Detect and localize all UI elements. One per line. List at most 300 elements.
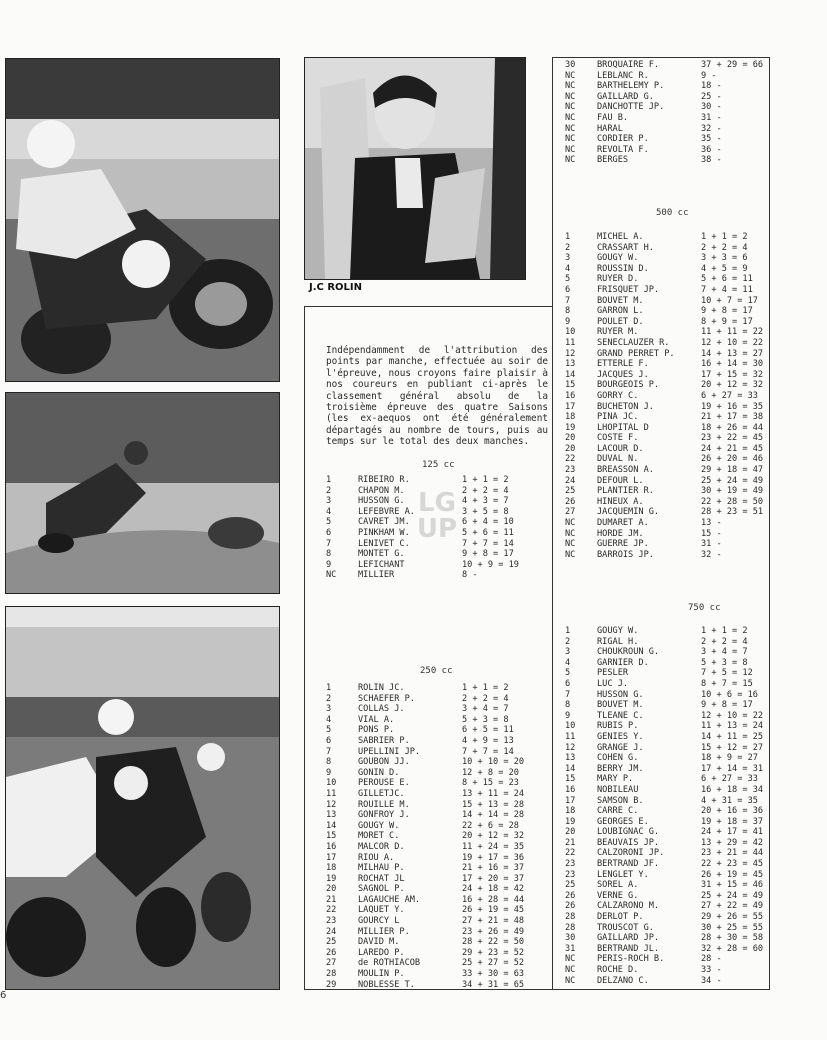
result-rider-name: GILLETJC. [358, 788, 405, 799]
result-row [565, 155, 763, 166]
result-rider-name: GAILLARD JP. [597, 933, 660, 944]
result-score: 38 - [701, 155, 722, 166]
intro-paragraph: Indépendamment de l'attribution des points par manche, effectuée au soir de l'épreuve, nous croyons faire plaisir à nos coureurs en publiant ci-après le classement général absolu de la troisième épreuve des quatre Saisons (les ex-aequos ont été généralement départagés au nombre de tours, puis au temps sur le total des deux manches. [326, 345, 548, 448]
result-rider-name: PEROUSE E. [358, 778, 410, 789]
result-position: 4 [326, 714, 332, 725]
result-row [326, 980, 524, 991]
result-row [565, 285, 763, 296]
result-rider-name: HINEUX A. [597, 496, 644, 507]
result-rider-name: BERTRAND JL. [597, 943, 660, 954]
result-rider-name: BERRY JM. [597, 763, 644, 774]
result-position: 23 [565, 869, 576, 880]
result-score: 7 + 7 = 14 [462, 746, 514, 757]
photo-riders-pack [5, 606, 280, 990]
result-score: 10 + 10 = 20 [462, 757, 525, 768]
result-score: 26 + 20 = 46 [701, 454, 764, 465]
result-rider-name: LACOUR D. [597, 443, 644, 454]
result-position: 18 [565, 412, 576, 423]
result-rider-name: MONTET G. [358, 549, 405, 560]
result-rider-name: VIAL A. [358, 714, 395, 725]
result-rider-name: SENECLAUZER R. [597, 337, 670, 348]
result-row [565, 264, 763, 275]
result-row [326, 905, 524, 916]
result-score: 31 - [701, 539, 722, 550]
result-position: 30 [565, 933, 576, 944]
result-row [565, 721, 763, 732]
result-rider-name: GEORGES E. [597, 816, 649, 827]
result-position: 3 [565, 647, 571, 658]
result-position: 27 [565, 507, 576, 518]
result-position: 8 [326, 757, 332, 768]
result-score: 8 - [462, 570, 478, 581]
result-position: 26 [565, 496, 576, 507]
result-score: 9 + 8 = 17 [462, 549, 514, 560]
result-row [565, 60, 763, 71]
result-rider-name: RIOU A. [358, 852, 395, 863]
result-score: 19 + 18 = 37 [701, 816, 764, 827]
result-position: NC [565, 549, 576, 560]
result-score: 15 - [701, 528, 722, 539]
result-position: 23 [326, 916, 337, 927]
result-row [326, 937, 524, 948]
result-position: 7 [565, 689, 571, 700]
result-score: 24 + 18 = 42 [462, 884, 525, 895]
class-title-500cc: 500 cc [656, 208, 689, 218]
result-score: 3 + 3 = 6 [701, 253, 748, 264]
result-score: 13 + 29 = 42 [701, 837, 764, 848]
result-rider-name: LENIVET C. [358, 538, 410, 549]
result-position: NC [565, 965, 576, 975]
result-score: 33 - [701, 965, 722, 975]
result-rider-name: DUMARET A. [597, 518, 649, 529]
result-position: 5 [565, 668, 571, 679]
result-score: 8 + 9 = 17 [701, 316, 753, 327]
result-rider-name: GONFROY J. [358, 810, 410, 821]
result-row [326, 704, 524, 715]
result-row [326, 969, 524, 980]
result-rider-name: PONS P. [358, 725, 395, 736]
result-row [565, 92, 763, 103]
result-rider-name: FRISQUET JP. [597, 284, 660, 295]
result-score: 14 + 11 = 25 [701, 731, 764, 742]
result-score: 30 + 19 = 49 [701, 486, 764, 497]
result-position: 20 [565, 443, 576, 454]
result-score: 33 + 30 = 63 [462, 969, 525, 980]
result-rider-name: LAQUET Y. [358, 905, 405, 916]
result-score: 34 - [701, 975, 722, 986]
result-score: 12 + 10 = 22 [701, 337, 764, 348]
result-score: 11 + 24 = 35 [462, 841, 525, 852]
result-rider-name: RUYER M. [597, 327, 639, 338]
result-score: 37 + 29 = 66 [701, 60, 764, 70]
result-row [565, 243, 763, 254]
results-table-500cc-continued [565, 60, 763, 166]
result-score: 16 + 28 = 44 [462, 894, 525, 905]
result-row [326, 560, 519, 571]
result-row [565, 732, 763, 743]
result-score: 18 - [701, 81, 722, 92]
result-row [565, 753, 763, 764]
result-rider-name: BREASSON A. [597, 465, 654, 476]
result-rider-name: DAVID M. [358, 937, 400, 948]
result-row [326, 549, 519, 560]
result-score: 28 + 23 = 51 [701, 507, 764, 518]
result-score: 23 + 26 = 49 [462, 926, 525, 937]
result-row [565, 476, 763, 487]
result-position: NC [565, 70, 576, 81]
result-rider-name: MARY P. [597, 774, 634, 785]
result-position: 30 [565, 60, 576, 70]
result-row [565, 338, 763, 349]
result-score: 29 + 23 = 52 [462, 947, 525, 958]
result-position: 19 [326, 873, 337, 884]
result-score: 16 + 18 = 34 [701, 784, 764, 795]
result-score: 11 + 11 = 22 [701, 327, 764, 338]
result-score: 32 - [701, 123, 722, 134]
result-position: NC [565, 155, 576, 166]
result-row [565, 391, 763, 402]
result-row [326, 842, 524, 853]
result-rider-name: BERTRAND JF. [597, 859, 660, 870]
result-score: 18 + 9 = 27 [701, 753, 758, 764]
result-score: 22 + 6 = 28 [462, 820, 519, 831]
result-row [326, 768, 524, 779]
result-position: 12 [326, 799, 337, 810]
result-score: 25 + 27 = 52 [462, 958, 525, 969]
result-rider-name: MICHEL A. [597, 232, 644, 242]
result-rider-name: BARROIS JP. [597, 549, 654, 560]
result-row [565, 71, 763, 82]
result-rider-name: ROUILLE M. [358, 799, 410, 810]
result-score: 30 + 25 = 55 [701, 922, 764, 933]
result-position: 17 [565, 401, 576, 412]
result-row [326, 810, 524, 821]
result-row [565, 306, 763, 317]
result-rider-name: GENIES Y. [597, 731, 644, 742]
result-rider-name: ROCHE D. [597, 965, 639, 975]
result-score: 3 + 5 = 8 [462, 506, 509, 517]
result-score: 28 + 30 = 58 [701, 933, 764, 944]
result-position: 4 [565, 263, 571, 274]
result-position: 13 [565, 359, 576, 370]
result-row [326, 715, 524, 726]
result-row [565, 465, 763, 476]
result-rider-name: GONIN D. [358, 767, 400, 778]
result-position: 16 [565, 784, 576, 795]
photo-caption: J.C ROLIN [309, 282, 363, 293]
result-row [565, 774, 763, 785]
result-position: 15 [565, 380, 576, 391]
result-rider-name: COSTE F. [597, 433, 639, 444]
result-rider-name: PESLER [597, 668, 629, 679]
result-row [565, 859, 763, 870]
result-score: 1 + 1 = 2 [701, 626, 748, 636]
result-row [565, 497, 763, 508]
result-rider-name: PINA JC. [597, 412, 639, 423]
result-row [326, 948, 524, 959]
result-rider-name: JACQUES J. [597, 369, 649, 380]
result-row [326, 725, 524, 736]
result-position: 3 [565, 253, 571, 264]
result-position: 13 [326, 810, 337, 821]
result-position: 26 [565, 901, 576, 912]
result-row [565, 838, 763, 849]
result-position: 1 [565, 626, 571, 636]
result-position: 2 [326, 485, 332, 496]
result-position: 19 [565, 816, 576, 827]
result-score: 9 + 8 = 17 [701, 306, 753, 317]
result-row [326, 570, 519, 581]
result-position: 9 [326, 767, 332, 778]
result-position: 11 [565, 731, 576, 742]
class-title-125cc: 125 cc [422, 460, 455, 470]
result-row [565, 912, 763, 923]
result-row [565, 827, 763, 838]
result-rider-name: LHOPITAL D [597, 422, 649, 433]
result-position: 18 [565, 806, 576, 817]
result-position: 10 [565, 721, 576, 732]
result-row [565, 124, 763, 135]
result-rider-name: HORDE JM. [597, 528, 644, 539]
result-score: 4 + 9 = 13 [462, 735, 514, 746]
result-position: 22 [326, 905, 337, 916]
result-position: 7 [565, 295, 571, 306]
result-rider-name: MILHAU P. [358, 863, 405, 874]
result-score: 15 + 13 = 28 [462, 799, 525, 810]
result-score: 5 + 6 = 11 [701, 274, 753, 285]
result-position: 22 [565, 848, 576, 859]
result-position: 6 [326, 735, 332, 746]
result-row [326, 736, 524, 747]
result-position: NC [565, 518, 576, 529]
result-position: 10 [565, 327, 576, 338]
result-row [326, 853, 524, 864]
result-position: NC [565, 539, 576, 550]
result-score: 36 - [701, 144, 722, 155]
result-rider-name: CARRE C. [597, 806, 639, 817]
result-score: 2 + 2 = 4 [462, 693, 509, 704]
result-row [326, 831, 524, 842]
result-rider-name: FAU B. [597, 112, 629, 123]
result-rider-name: REVOLTA F. [597, 144, 649, 155]
result-rider-name: MOULIN P. [358, 969, 405, 980]
result-position: 17 [326, 852, 337, 863]
result-row [565, 102, 763, 113]
result-position: 22 [565, 454, 576, 465]
result-position: 18 [326, 863, 337, 874]
photo-rider-bend [5, 392, 280, 594]
result-rider-name: BERGES [597, 155, 629, 166]
result-position: 2 [326, 693, 332, 704]
result-position: 1 [326, 683, 332, 693]
result-row [565, 817, 763, 828]
result-rider-name: MILLIER [358, 570, 395, 581]
result-rider-name: UPELLINI JP. [358, 746, 421, 757]
result-position: 27 [326, 958, 337, 969]
result-row [326, 884, 524, 895]
result-rider-name: POULET D. [597, 316, 644, 327]
result-rider-name: DEFOUR L. [597, 475, 644, 486]
result-rider-name: GRAND PERRET P. [597, 348, 675, 359]
result-score: 35 - [701, 134, 722, 145]
result-row [565, 402, 763, 413]
result-rider-name: BROQUAIRE F. [597, 60, 660, 70]
result-position: 9 [326, 559, 332, 570]
result-rider-name: BOUVET M. [597, 700, 644, 711]
result-rider-name: BOUVET M. [597, 295, 644, 306]
result-rider-name: PLANTIER R. [597, 486, 654, 497]
result-rider-name: MALCOR D. [358, 841, 405, 852]
result-score: 32 - [701, 549, 722, 560]
result-position: 7 [326, 746, 332, 757]
result-position: 20 [565, 433, 576, 444]
result-score: 6 + 27 = 33 [701, 390, 758, 401]
result-rider-name: NOBLESSE T. [358, 979, 415, 990]
result-rider-name: CALZARONO M. [597, 901, 660, 912]
result-row [326, 747, 524, 758]
result-position: 24 [565, 475, 576, 486]
result-rider-name: BARTHELEMY P. [597, 81, 665, 92]
result-position: 5 [326, 517, 332, 528]
result-row [565, 145, 763, 156]
result-position: 24 [326, 926, 337, 937]
result-rider-name: BUCHETON J. [597, 401, 654, 412]
result-position: 3 [326, 704, 332, 715]
result-rider-name: LOUBIGNAC G. [597, 827, 660, 838]
result-position: 9 [565, 710, 571, 721]
result-position: 28 [565, 912, 576, 923]
results-table-750cc [565, 626, 763, 986]
result-row [565, 711, 763, 722]
result-rider-name: DANCHOTTE JP. [597, 102, 665, 113]
result-score: 22 + 28 = 50 [701, 496, 764, 507]
result-row [565, 637, 763, 648]
result-score: 4 + 31 = 35 [701, 795, 758, 806]
result-score: 2 + 2 = 4 [701, 636, 748, 647]
result-row [565, 785, 763, 796]
result-rider-name: MILLIER P. [358, 926, 410, 937]
result-rider-name: CRASSART H. [597, 242, 654, 253]
result-rider-name: CHAPON M. [358, 485, 405, 496]
result-rider-name: GARRON L. [597, 306, 644, 317]
result-position: NC [565, 91, 576, 102]
result-row [326, 916, 524, 927]
result-row [326, 683, 524, 694]
result-position: 16 [565, 390, 576, 401]
result-score: 17 + 20 = 37 [462, 873, 525, 884]
result-row [565, 370, 763, 381]
result-rider-name: RUBIS P. [597, 721, 639, 732]
result-row [565, 454, 763, 465]
result-row [565, 880, 763, 891]
result-rider-name: LUC J. [597, 678, 629, 689]
result-row [565, 923, 763, 934]
result-rider-name: LAGAUCHE AM. [358, 894, 421, 905]
result-score: 9 - [701, 70, 717, 81]
result-rider-name: GOUGY W. [358, 820, 400, 831]
result-position: 28 [326, 969, 337, 980]
result-score: 18 + 26 = 44 [701, 422, 764, 433]
result-score: 25 - [701, 91, 722, 102]
result-score: 21 + 17 = 38 [701, 412, 764, 423]
result-score: 21 + 16 = 37 [462, 863, 525, 874]
result-score: 27 + 21 = 48 [462, 916, 525, 927]
result-rider-name: GRANGE J. [597, 742, 644, 753]
result-row [565, 317, 763, 328]
result-row [565, 901, 763, 912]
result-rider-name: LEFICHANT [358, 559, 405, 570]
result-position: 28 [565, 922, 576, 933]
result-rider-name: ROUSSIN D. [597, 263, 649, 274]
result-position: 29 [326, 979, 337, 990]
watermark: LG UP [416, 488, 458, 544]
result-rider-name: GAILLARD G. [597, 91, 654, 102]
result-score: 10 + 6 = 16 [701, 689, 758, 700]
result-score: 9 + 8 = 17 [701, 700, 753, 711]
result-position: 15 [565, 774, 576, 785]
result-position: 3 [326, 496, 332, 507]
result-position: NC [565, 123, 576, 134]
result-row [565, 113, 763, 124]
result-row [565, 81, 763, 92]
result-rider-name: CHOUKROUN G. [597, 647, 660, 658]
result-row [565, 232, 763, 243]
result-rider-name: TROUSCOT G. [597, 922, 654, 933]
result-score: 27 + 22 = 49 [701, 901, 764, 912]
result-row [565, 668, 763, 679]
result-position: 10 [326, 778, 337, 789]
result-score: 5 + 3 = 8 [701, 657, 748, 668]
result-rider-name: DELZANO C. [597, 975, 649, 986]
result-position: 13 [565, 753, 576, 764]
result-score: 11 + 13 = 24 [701, 721, 764, 732]
result-row [326, 927, 524, 938]
result-score: 26 + 19 = 45 [701, 869, 764, 880]
results-table-250cc [326, 683, 524, 990]
result-row [326, 863, 524, 874]
result-row [326, 475, 519, 486]
result-score: 3 + 4 = 7 [701, 647, 748, 658]
result-row [565, 848, 763, 859]
result-score: 2 + 2 = 4 [701, 242, 748, 253]
result-position: 11 [565, 337, 576, 348]
result-score: 5 + 3 = 8 [462, 714, 509, 725]
result-row [326, 895, 524, 906]
result-position: 19 [565, 422, 576, 433]
result-rider-name: BOURGEOIS P. [597, 380, 660, 391]
result-row [565, 296, 763, 307]
result-rider-name: TLEANE C. [597, 710, 644, 721]
result-score: 7 + 5 = 12 [701, 668, 753, 679]
result-rider-name: GUERRE JP. [597, 539, 649, 550]
result-row [326, 694, 524, 705]
result-position: 4 [326, 506, 332, 517]
result-position: 8 [565, 306, 571, 317]
result-position: NC [326, 570, 337, 581]
result-row [565, 550, 763, 561]
result-score: 13 - [701, 518, 722, 529]
result-row [565, 444, 763, 455]
result-row [565, 965, 763, 976]
result-row [565, 954, 763, 965]
result-position: 14 [565, 763, 576, 774]
result-score: 4 + 3 = 7 [462, 496, 509, 507]
result-row [565, 764, 763, 775]
result-row [326, 958, 524, 969]
result-row [565, 626, 763, 637]
result-row [326, 789, 524, 800]
result-position: NC [565, 81, 576, 92]
